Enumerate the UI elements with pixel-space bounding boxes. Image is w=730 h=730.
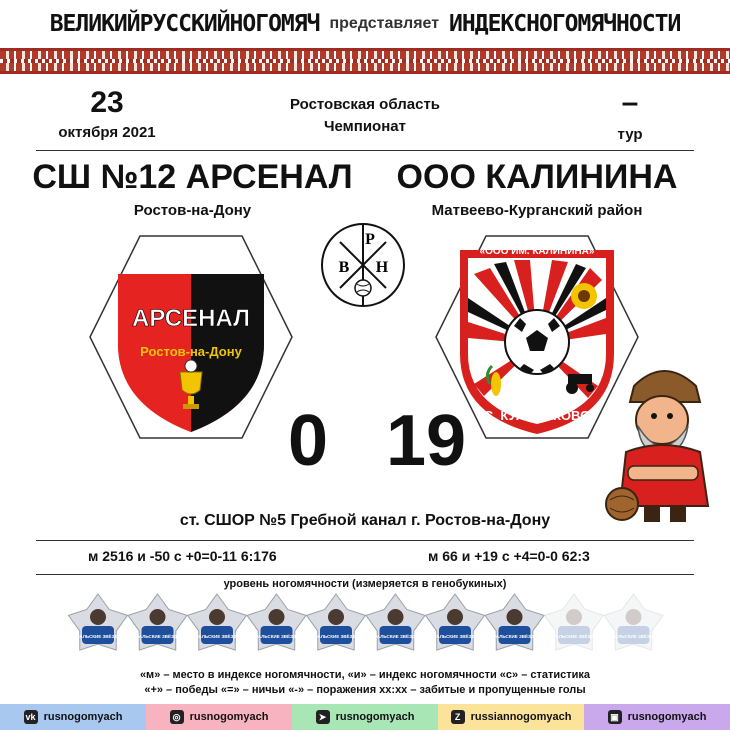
nogo-star-3 (188, 594, 247, 650)
star-caption: УРАЛЬСКИЕ ЗВЁЗДЫ (133, 634, 182, 639)
nogo-star-6 (366, 594, 425, 650)
away-team-city: Матвеево-Курганский район (431, 202, 643, 219)
star-caption: УРАЛЬСКИЕ ЗВЁЗДЫ (431, 634, 479, 639)
social-link-1[interactable] (0, 704, 146, 730)
sunflower-icon (571, 283, 597, 309)
social-handle: rusnogomyach (335, 711, 415, 723)
star-caption: УРАЛЬСКИЕ ЗВЁЗДЫ (371, 634, 420, 639)
round-number: – (621, 86, 639, 119)
star-caption: УРАЛЬСКИЕ ЗВЁЗДЫ (609, 634, 658, 639)
home-logo-text-1: АРСЕНАЛ (132, 305, 250, 332)
legend-line-1: «м» – место в индексе ногомячности, «и» – индекс ногомячности «с» – статистика (139, 669, 591, 681)
competition-name: Чемпионат (324, 118, 406, 135)
nogo-star-9 (545, 594, 604, 650)
soccer-ball-icon (505, 310, 569, 374)
home-team-name: СШ №12 АРСЕНАЛ (32, 158, 353, 196)
social-handle: russiannogomyach (470, 711, 572, 723)
divider-bottom (36, 574, 694, 575)
divider-mid (36, 540, 694, 541)
ornament-band (0, 48, 730, 74)
home-logo-text-2: Ростов-на-Дону (140, 344, 242, 359)
twitch-icon: ▣ (608, 710, 622, 724)
star-caption: УРАЛЬСКИЕ ЗВЁЗДЫ (550, 634, 598, 639)
nogo-star-5 (307, 594, 366, 650)
instagram-icon: ◎ (170, 710, 184, 724)
nogo-star-7 (426, 594, 485, 650)
social-handle: rusnogomyach (43, 711, 123, 723)
brand-title-right: ИНДЕКСНОГОМЯЧНОСТИ (449, 11, 681, 37)
star-caption: УРАЛЬСКИЕ ЗВЁЗДЫ (490, 634, 539, 639)
badge-letter-2: Р (365, 231, 375, 248)
nogo-star-4 (247, 594, 306, 650)
yandex-zen-icon: Z (451, 710, 465, 724)
social-link-5[interactable] (584, 704, 730, 730)
home-team-logo (88, 234, 294, 440)
social-link-4[interactable] (438, 704, 584, 730)
header (0, 0, 730, 48)
star-caption: УРАЛЬСКИЕ ЗВЁЗДЫ (312, 634, 360, 639)
vk-icon: vk (25, 712, 36, 722)
stadium-name: ст. СШОР №5 Гребной канал г. Ростов-на-Дону (179, 512, 551, 529)
star-caption: УРАЛЬСКИЕ ЗВЁЗДЫ (74, 634, 122, 639)
nogo-star-1 (69, 594, 128, 650)
home-score: 0 (287, 401, 329, 481)
match-month-year: октября 2021 (58, 124, 156, 141)
away-logo-text-bottom: С. КУЛЬБАКОВО (483, 408, 591, 423)
social-handle: rusnogomyach (627, 711, 707, 723)
legend (60, 668, 670, 698)
region-name: Ростовская область (289, 96, 441, 113)
divider-top (36, 150, 694, 151)
vrn-badge (320, 222, 406, 308)
nogo-level-label: уровень ногомячности (измеряется в генобукиных) (223, 578, 507, 590)
social-handle: rusnogomyach (189, 711, 269, 723)
ball-icon (355, 280, 371, 296)
legend-line-2: «+» – победы «=» – ничьи «-» – поражения хх:хх – забитые и пропущенные голы (144, 684, 586, 696)
match-region (245, 94, 485, 138)
mascot-illustration (604, 356, 724, 524)
home-team-city: Ростов-на-Дону (133, 202, 252, 219)
home-stats: м 2516 и -50 с +0=0-11 6:176 (88, 548, 277, 564)
match-day: 23 (90, 86, 124, 119)
nogo-star-2 (128, 594, 187, 650)
nogo-star-10 (604, 594, 663, 650)
presents-text: представляет (329, 15, 440, 32)
nogo-rating (68, 592, 668, 654)
telegram-icon: ➤ (316, 710, 330, 724)
round-label: тур (617, 126, 643, 143)
social-link-2[interactable] (146, 704, 292, 730)
badge-letter-3: Н (375, 259, 389, 276)
away-stats: м 66 и +19 с +4=0-0 62:3 (428, 548, 590, 564)
away-team-name: ООО КАЛИНИНА (396, 158, 678, 196)
brand-title-left: ВЕЛИКИЙРУССКИЙНОГОМЯЧ (49, 11, 320, 37)
star-caption: УРАЛЬСКИЕ ЗВЁЗДЫ (252, 634, 301, 639)
badge-letter-1: В (338, 259, 350, 276)
away-logo-text-top: «ООО ИМ. КАЛИНИНА» (479, 246, 595, 257)
social-footer (0, 704, 730, 730)
star-caption: УРАЛЬСКИЕ ЗВЁЗДЫ (193, 634, 241, 639)
nogo-star-8 (485, 594, 544, 650)
social-link-3[interactable] (292, 704, 438, 730)
away-score: 19 (386, 401, 467, 481)
